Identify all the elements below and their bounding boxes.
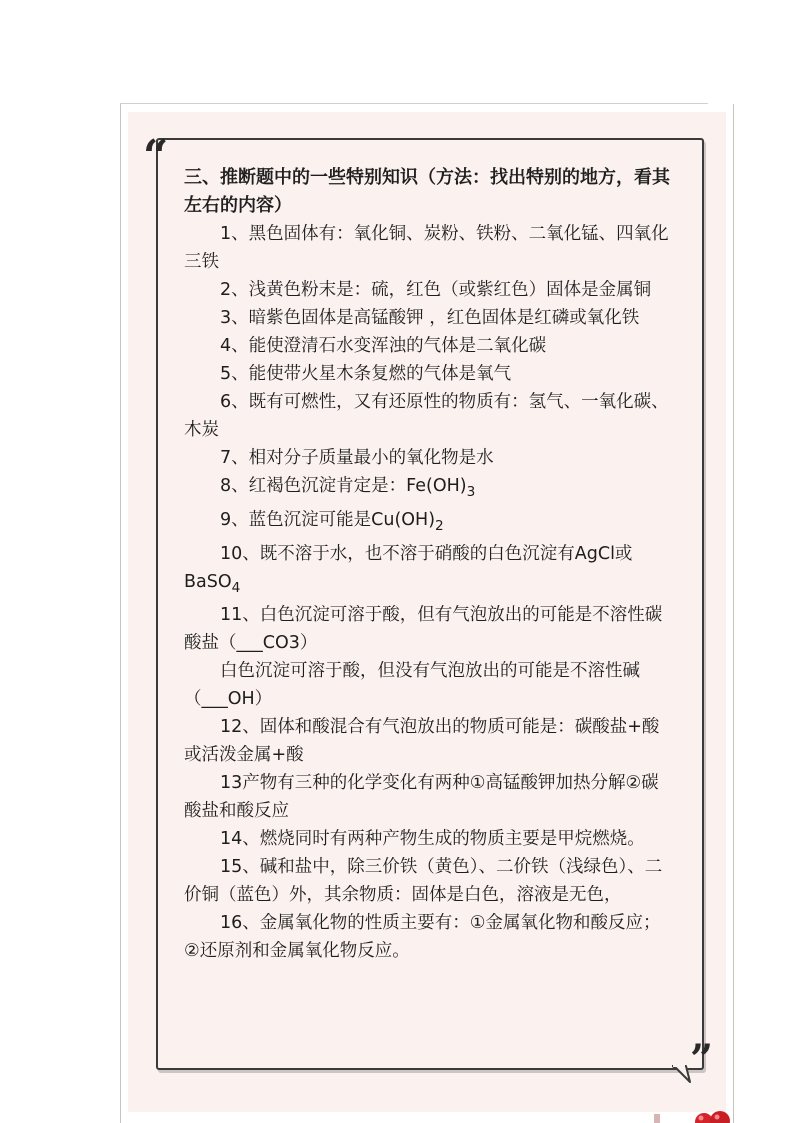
list-item-text: 9、蓝色沉淀可能是Cu(OH) <box>220 509 436 530</box>
subscript: 3 <box>466 483 476 500</box>
list-item-text: 3、暗紫色固体是高锰酸钾 ，红色固体是红磷或氧化铁 <box>220 308 640 328</box>
list-item <box>184 304 676 332</box>
cherry-decoration-icon <box>682 1104 742 1123</box>
list-item-text: 12、固体和酸混合有气泡放出的物质可能是：碳酸盐+酸或活泼金属+酸 <box>184 717 660 766</box>
subscript: 4 <box>231 579 241 596</box>
list-item-text: 13产物有三种的化学变化有两种①高锰酸钾加热分解②碳酸盐和酸反应 <box>184 773 659 822</box>
list-item-text: 16、金属氧化物的性质主要有：①金属氧化物和酸反应；②还原剂和金属氧化物反应。 <box>184 913 661 962</box>
list-item <box>184 657 676 713</box>
list-item-text: 14、燃烧同时有两种产物生成的物质主要是甲烷燃烧。 <box>220 829 645 850</box>
list-item <box>184 853 676 909</box>
list-item <box>184 825 676 853</box>
list-item <box>184 909 676 965</box>
list-item <box>184 276 676 304</box>
list-item-text: 8、红褐色沉淀肯定是：Fe(OH) <box>220 476 467 496</box>
list-item-text: 11、白色沉淀可溶于酸，但有气泡放出的可能是不溶性碳酸盐（___CO3） <box>184 605 663 654</box>
list-item-text: 白色沉淀可溶于酸，但没有气泡放出的可能是不溶性碱（___OH） <box>184 661 640 710</box>
note-content <box>184 164 676 965</box>
list-item-text: 4、能使澄清石水变浑浊的气体是二氧化碳 <box>220 336 547 356</box>
subscript: 2 <box>435 517 444 534</box>
list-item-text: 6、既有可燃性，又有还原性的物质有：氢气、一氧化碳、木炭 <box>184 392 669 440</box>
list-item <box>184 713 676 769</box>
list-item <box>184 769 676 825</box>
list-item <box>184 601 676 657</box>
list-item <box>184 360 676 388</box>
list-item <box>184 444 676 472</box>
list-item-text: 7、相对分子质量最小的氧化物是水 <box>220 448 494 468</box>
list-item-text: 10、既不溶于水，也不溶于硝酸的白色沉淀有AgCl或BaSO <box>184 543 633 592</box>
list-item <box>184 540 676 602</box>
list-item-text: 5、能使带火星木条复燃的气体是氧气 <box>220 364 512 384</box>
close-quote-icon: ” <box>690 1036 714 1083</box>
open-quote-icon: “ <box>143 131 169 182</box>
list-item <box>184 472 676 506</box>
section-heading: 三、推断题中的一些特别知识（方法：找出特别的地方，看其左右的内容） <box>184 167 670 216</box>
list-item-text: 1、黑色固体有：氧化铜、炭粉、铁粉、二氧化锰、四氧化三铁 <box>184 224 669 272</box>
list-item <box>184 388 676 444</box>
list-item-text: 2、浅黄色粉末是：硫，红色（或紫红色）固体是金属铜 <box>220 280 652 300</box>
decor-stub <box>654 1114 660 1123</box>
list-item <box>184 506 676 540</box>
list-item-text: 15、碱和盐中，除三价铁（黄色）、二价铁（浅绿色）、二价铜（蓝色）外，其余物质：固体是白色，溶液是无色， <box>184 857 663 906</box>
list-item <box>184 332 676 360</box>
list-item <box>184 220 676 276</box>
knowledge-list <box>184 220 676 965</box>
